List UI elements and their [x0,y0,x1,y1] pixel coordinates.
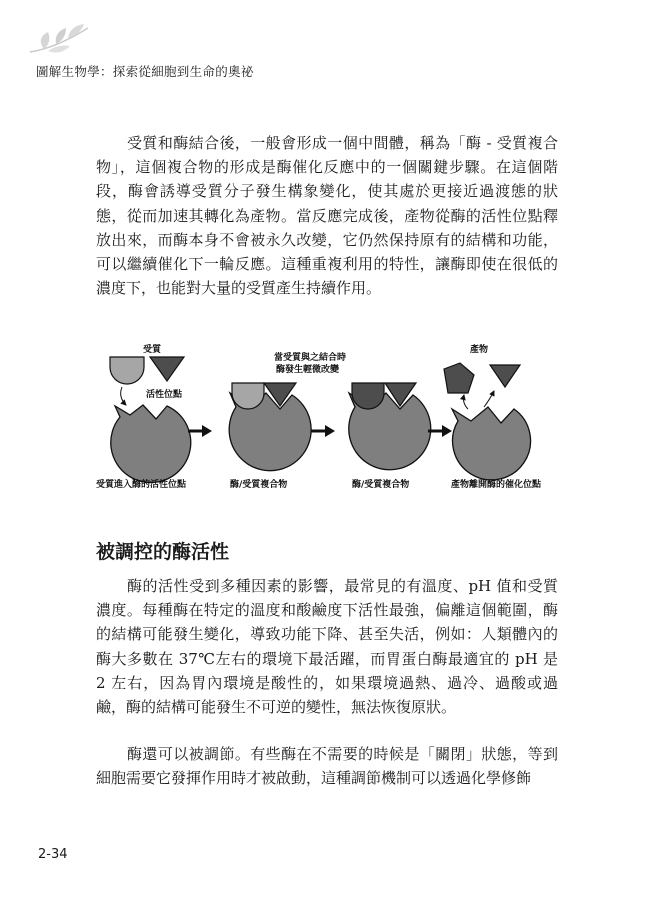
label-active-site: 活性位點 [146,390,183,400]
caption-step-1: 受質進入酶的活性位點 [96,480,187,490]
section-heading: 被調控的酶活性 [96,541,230,563]
substrate-half-disc [232,383,264,409]
section-paragraph-1: 酶的活性受到多種因素的影響，最常見的有溫度、pH 值和受質濃度。每種酶在特定的溫度和酸鹼度下活性最強，偏離這個範圍，酶的結構可能發生變化，導致功能下降、甚至失活，例如：人類體內的酶大多數在 37℃左右的環境下最活躍，而胃蛋白酶最適宜的 pH 是 2 左右，因為胃內環境是酸性的，如果環境過熱、過冷、過酸或過鹼，酶的結構可能發生不可逆的變性，無法恢復原狀。 [96,577,558,717]
caption-step-4: 產物離開酶的催化位點 [451,480,542,490]
label-binding-line-1: 當受質與之結合時 [274,353,347,363]
product-pentagon [444,363,474,393]
substrate-triangle [150,357,184,381]
enzyme-shape [111,405,191,483]
panel-complex-altered [349,383,431,470]
step-arrow-2 [311,425,335,437]
binding-arrow [121,387,126,405]
release-arrow-right [484,391,494,407]
step-arrow-3 [428,425,452,437]
page-number: 2-34 [38,847,68,862]
label-substrate: 受質 [143,345,162,355]
label-binding-line-2: 酶發生輕微改變 [276,365,340,375]
caption-step-2: 酶/受質複合物 [230,480,288,490]
substrate-half-disc-altered [352,383,384,409]
caption-step-3: 酶/受質複合物 [352,480,410,490]
enzyme-substrate-diagram [96,343,566,493]
leaf-sprig-icon [26,22,106,58]
label-product: 產物 [470,345,489,355]
release-arrow-left [464,395,469,409]
body-paragraph-1: 受質和酶結合後，一般會形成一個中間體，稱為「酶 - 受質複合物」，這個複合物的形成是酶催化反應中的一個關鍵步驟。在這個階段，酶會誘導受質分子發生構象變化，使其處於更接近過渡態的狀態，從而加速其轉化為產物。當反應完成後，產物從酶的活性位點釋放出來，而酶本身不會被永久改變，它仍然保持原有的結構和功能，可以繼續催化下一輪反應。這種重複利用的特性，讓酶即使在很低的濃度下，也能對大量的受質產生持續作用。 [96,134,558,298]
product-triangle [490,365,520,387]
section-paragraph-2: 酶還可以被調節。有些酶在不需要的時候是「關閉」狀態，等到細胞需要它發揮作用時才被啟動，這種調節機制可以透過化學修飾 [96,745,558,788]
substrate-half-disc [110,357,144,384]
running-head-book-title: 圖解生物學：探索從細胞到生命的奧祕 [36,64,254,79]
panel-products-leaving [444,343,531,480]
panel-substrate-entering [110,343,191,483]
panel-complex-binding [229,351,346,471]
enzyme-shape [452,407,531,480]
step-arrow-1 [188,425,212,437]
